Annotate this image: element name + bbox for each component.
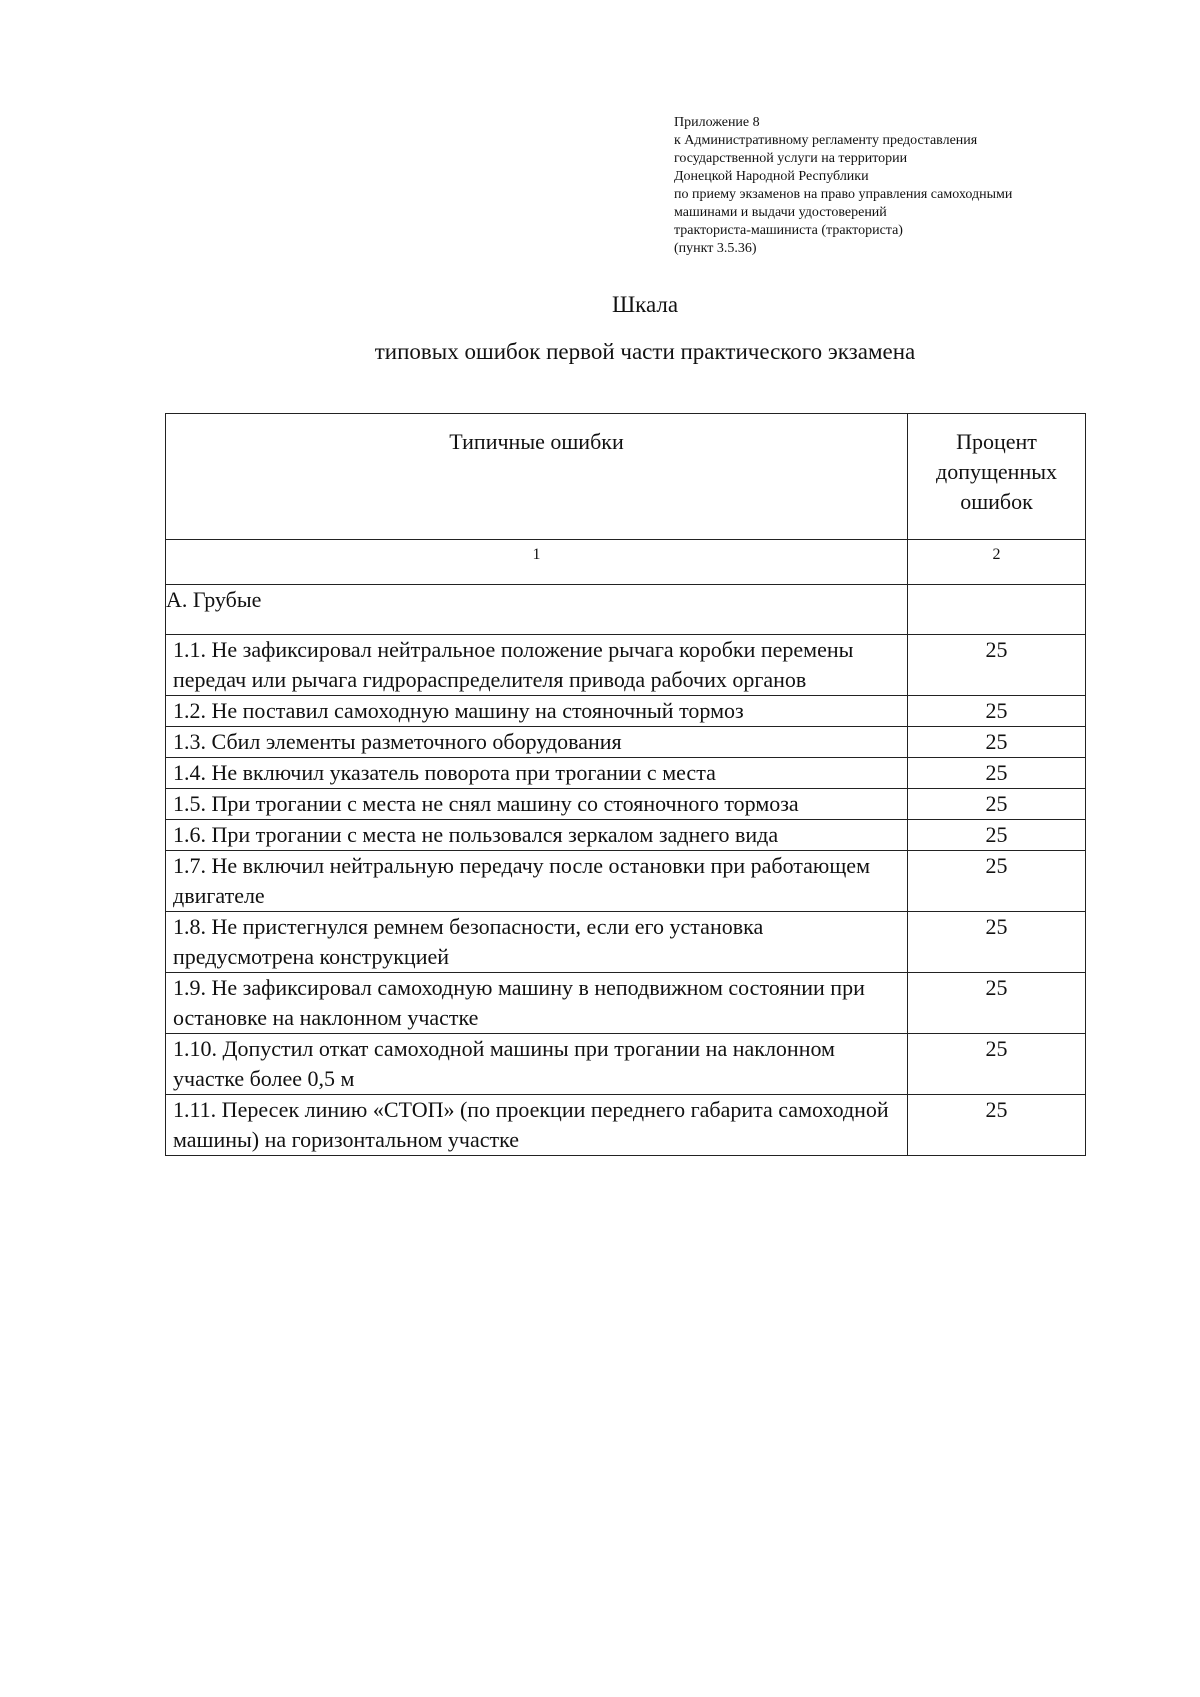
error-text: 1.9. Не зафиксировал самоходную машину в неподвижном состоянии при остановке на наклонном участке — [166, 973, 908, 1034]
errors-table — [165, 413, 1086, 1156]
error-percent: 25 — [908, 820, 1086, 851]
table-row — [166, 1095, 1086, 1156]
error-text: 1.7. Не включил нейтральную передачу после остановки при работающем двигателе — [166, 851, 908, 912]
table-row — [166, 1034, 1086, 1095]
error-percent: 25 — [908, 912, 1086, 973]
error-text: 1.11. Пересек линию «СТОП» (по проекции переднего габарита самоходной машины) на горизонтальном участке — [166, 1095, 908, 1156]
section-empty-cell — [908, 585, 1086, 635]
error-percent: 25 — [908, 635, 1086, 696]
error-percent: 25 — [908, 696, 1086, 727]
error-text: 1.3. Сбил элементы разметочного оборудования — [166, 727, 908, 758]
table-row — [166, 758, 1086, 789]
table-row — [166, 851, 1086, 912]
error-text: 1.2. Не поставил самоходную машину на стояночный тормоз — [166, 696, 908, 727]
header-error-percent: Процент допущенных ошибок — [908, 414, 1086, 540]
table-row — [166, 696, 1086, 727]
document-title: Шкала — [611, 292, 679, 317]
appendix-line: Донецкой Народной Республики — [674, 169, 869, 184]
table-row — [166, 789, 1086, 820]
error-text: 1.4. Не включил указатель поворота при трогании с места — [166, 758, 908, 789]
column-number: 2 — [908, 540, 1086, 585]
table-row — [166, 820, 1086, 851]
header-typical-errors: Типичные ошибки — [166, 414, 908, 540]
error-percent: 25 — [908, 973, 1086, 1034]
error-text: 1.10. Допустил откат самоходной машины при трогании на наклонном участке более 0,5 м — [166, 1034, 908, 1095]
error-text: 1.5. При трогании с места не снял машину со стояночного тормоза — [166, 789, 908, 820]
error-text: 1.6. При трогании с места не пользовался зеркалом заднего вида — [166, 820, 908, 851]
appendix-line: по приему экзаменов на право управления самоходными — [674, 187, 1013, 202]
error-percent: 25 — [908, 758, 1086, 789]
appendix-line: государственной услуги на территории — [674, 151, 908, 166]
error-percent: 25 — [908, 851, 1086, 912]
table-row — [166, 635, 1086, 696]
error-percent: 25 — [908, 789, 1086, 820]
error-text: 1.8. Не пристегнулся ремнем безопасности, если его установка предусмотрена конструкцией — [166, 912, 908, 973]
error-percent: 25 — [908, 727, 1086, 758]
appendix-line: машинами и выдачи удостоверений — [674, 205, 887, 220]
error-percent: 25 — [908, 1095, 1086, 1156]
appendix-line: тракториста-машиниста (тракториста) — [674, 223, 903, 238]
column-number-row — [166, 540, 1086, 585]
table-header-row — [166, 414, 1086, 540]
appendix-reference — [674, 114, 1144, 258]
appendix-line: (пункт 3.5.36) — [674, 241, 757, 256]
error-text: 1.1. Не зафиксировал нейтральное положение рычага коробки перемены передач или рычага гидрораспределителя привода рабочих органов — [166, 635, 908, 696]
appendix-line: Приложение 8 — [674, 115, 760, 130]
column-number: 1 — [166, 540, 908, 585]
appendix-line: к Административному регламенту предоставления — [674, 133, 978, 148]
table-row — [166, 727, 1086, 758]
section-row — [166, 585, 1086, 635]
table-row — [166, 973, 1086, 1034]
section-title: А. Грубые — [166, 585, 908, 635]
document-subtitle: типовых ошибок первой части практического экзамена — [374, 339, 916, 364]
table-row — [166, 912, 1086, 973]
error-percent: 25 — [908, 1034, 1086, 1095]
